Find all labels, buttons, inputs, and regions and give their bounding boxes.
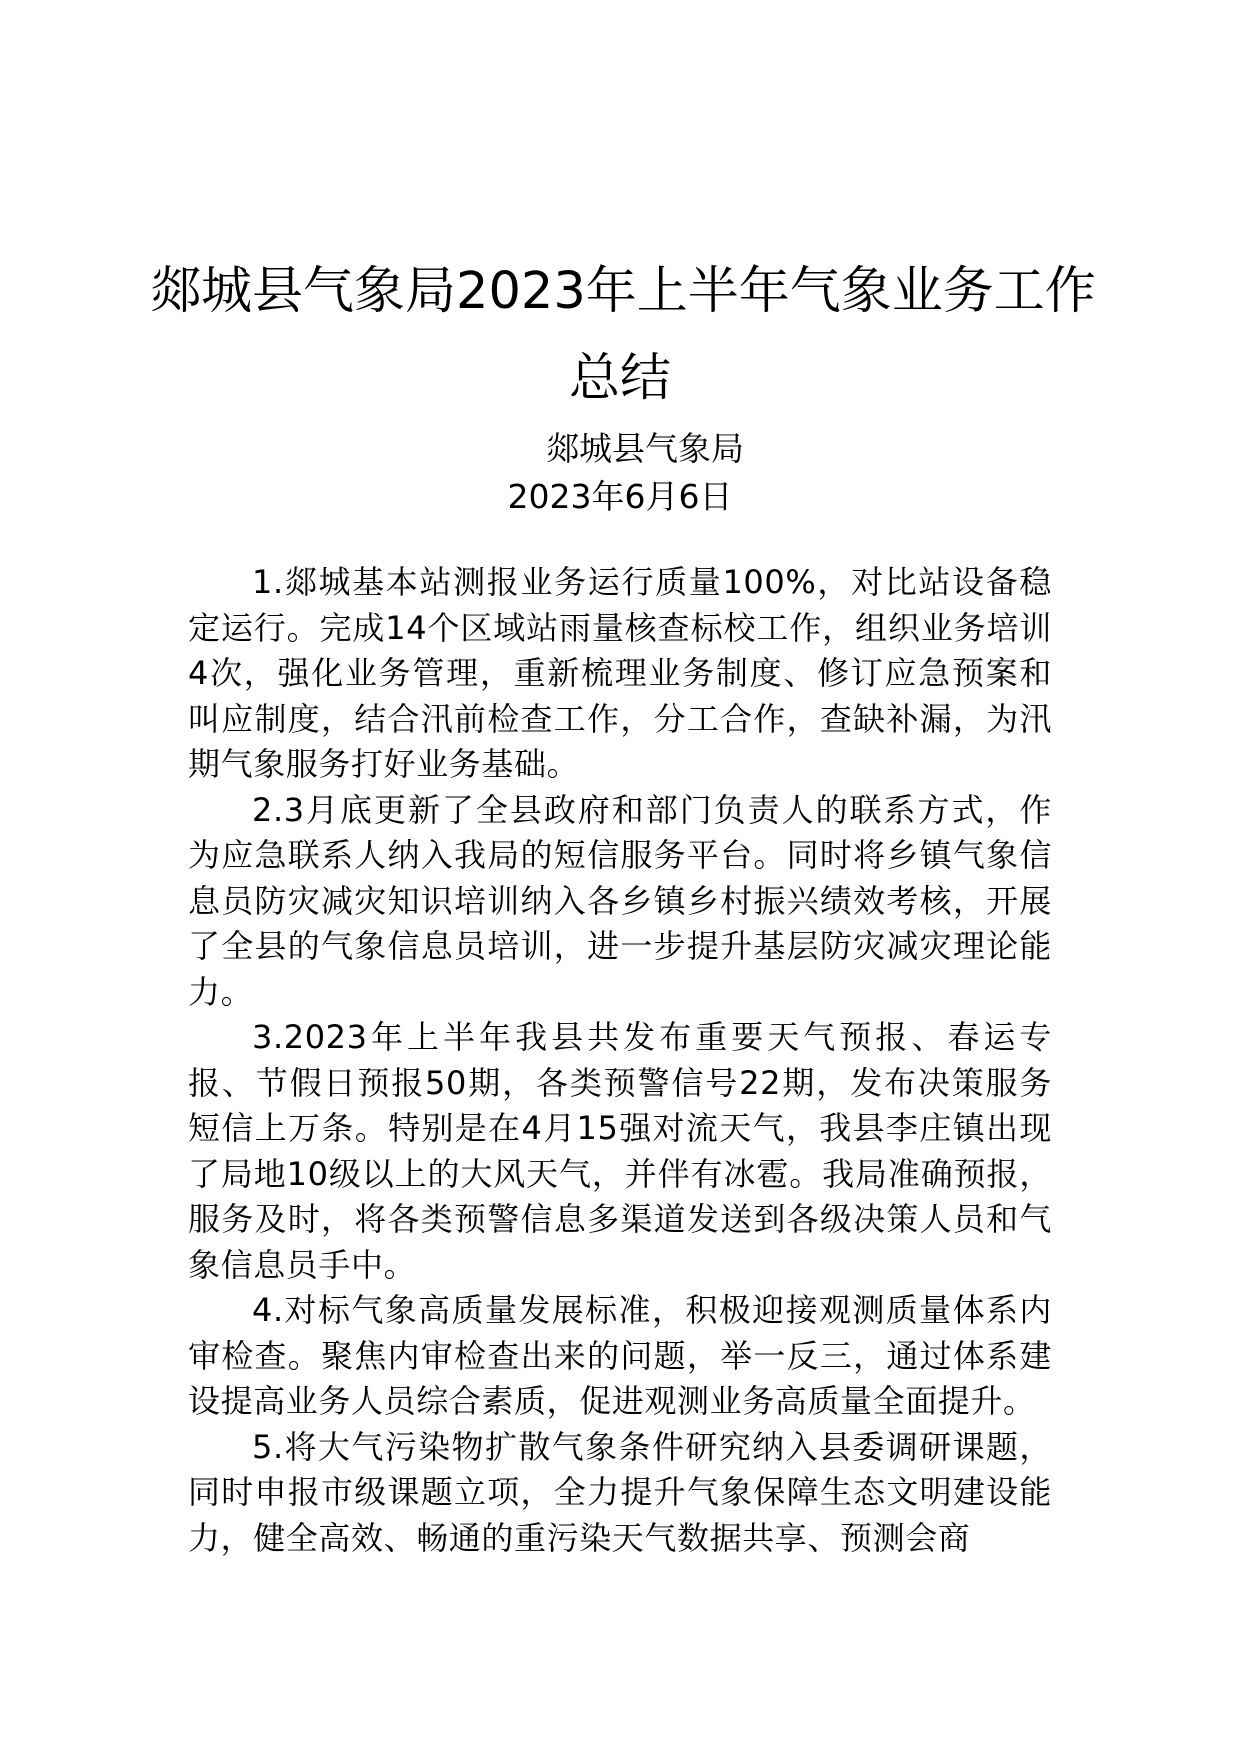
document-body	[188, 560, 1052, 1561]
document-title-line-2: 总结	[568, 349, 671, 408]
document-date: 2023年6月6日	[507, 477, 733, 516]
paragraph-2: 2.3月底更新了全县政府和部门负责人的联系方式，作为应急联系人纳入我局的短信服务平台。同时将乡镇气象信息员防灾减灾知识培训纳入各乡镇乡村振兴绩效考核，开展了全县的气象信息员培训，进一步提升基层防灾减灾理论能力。	[188, 790, 1052, 1011]
paragraph-3: 3.2023年上半年我县共发布重要天气预报、春运专报、节假日预报50期，各类预警信号22期，发布决策服务短信上万条。特别是在4月15强对流天气，我县李庄镇出现了局地10级以上的大风天气，并伴有冰雹。我局准确预报，服务及时，将各类预警信息多渠道发送到各级决策人员和气象信息员手中。	[188, 1018, 1052, 1284]
document-author: 郯城县气象局	[546, 429, 744, 468]
paragraph-4: 4.对标气象高质量发展标准，积极迎接观测质量体系内审检查。聚焦内审检查出来的问题，举一反三，通过体系建设提高业务人员综合素质，促进观测业务高质量全面提升。	[188, 1291, 1052, 1420]
document-title-line-1: 郯城县气象局2023年上半年气象业务工作	[150, 262, 1096, 321]
paragraph-1: 1.郯城基本站测报业务运行质量100%，对比站设备稳定运行。完成14个区域站雨量核查标校工作，组织业务培训4次，强化业务管理，重新梳理业务制度、修订应急预案和叫应制度，结合汛前检查工作，分工合作，查缺补漏，为汛期气象服务打好业务基础。	[188, 563, 1052, 783]
paragraph-5: 5.将大气污染物扩散气象条件研究纳入县委调研课题，同时申报市级课题立项，全力提升气象保障生态文明建设能力，健全高效、畅通的重污染天气数据共享、预测会商	[188, 1427, 1052, 1557]
